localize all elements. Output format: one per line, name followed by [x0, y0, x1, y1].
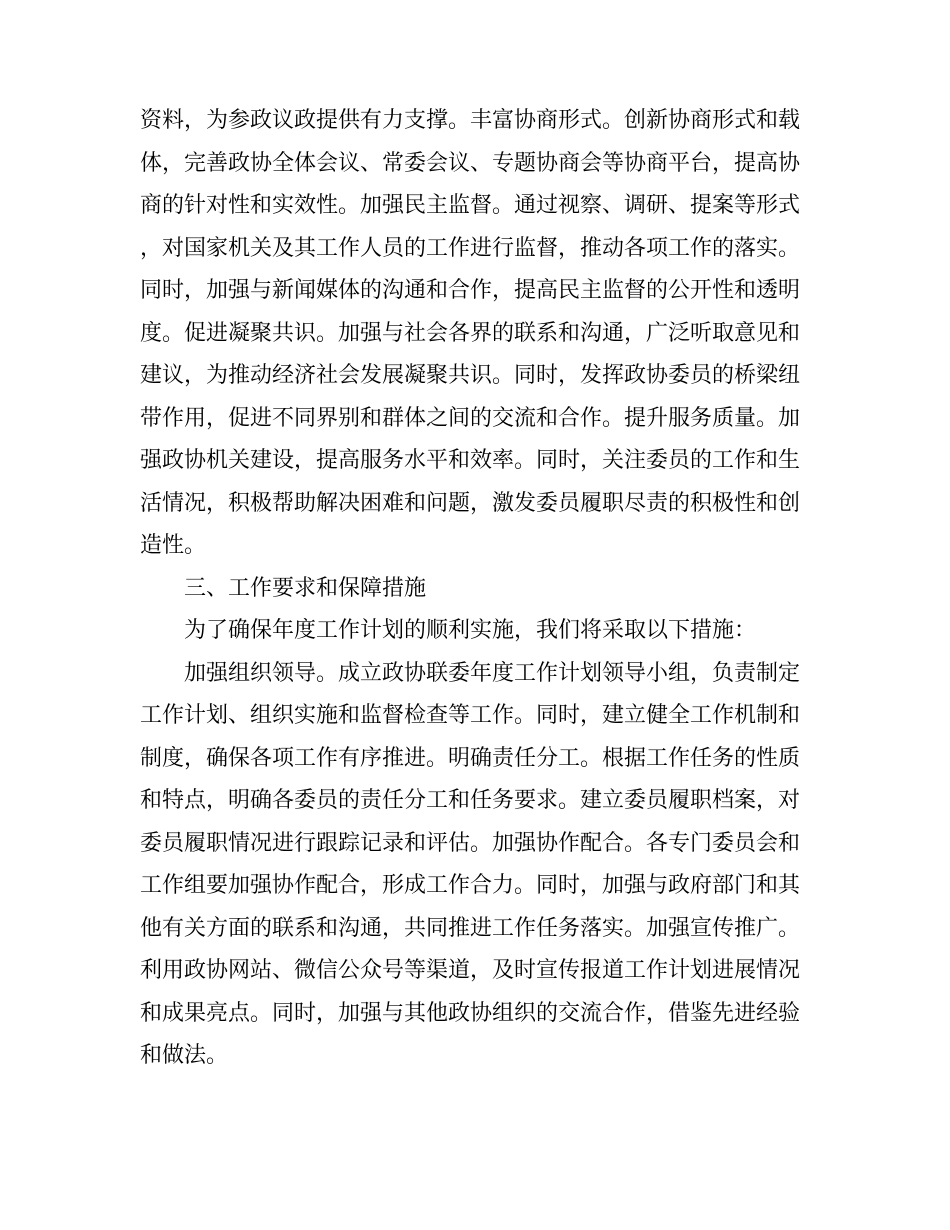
document-body — [140, 100, 800, 1078]
section-heading: 三、工作要求和保障措施 — [184, 575, 427, 601]
paragraph-measures: 加强组织领导。成立政协联委年度工作计划领导小组，负责制定工作计划、组织实施和监督检查等工作。同时，建立健全工作机制和制度，确保各项工作有序推进。明确责任分工。根据工作任务的性质和特点，明确各委员的责任分工和任务要求。建立委员履职档案，对委员履职情况进行跟踪记录和评估。加强协作配合。各专门委员会和工作组要加强协作配合，形成工作合力。同时，加强与政府部门和其他有关方面的联系和沟通，共同推进工作任务落实。加强宣传推广。利用政协网站、微信公众号等渠道，及时宣传报道工作计划进展情况和成果亮点。同时，加强与其他政协组织的交流合作，借鉴先进经验和做法。 — [140, 660, 801, 1068]
paragraph-continuation: 资料，为参政议政提供有力支撑。丰富协商形式。创新协商形式和载体，完善政协全体会议、常委会议、专题协商会等协商平台，提高协商的针对性和实效性。加强民主监督。通过视察、调研、提案等形式，对国家机关及其工作人员的工作进行监督，推动各项工作的落实。同时，加强与新闻媒体的沟通和合作，提高民主监督的公开性和透明度。促进凝聚共识。加强与社会各界的联系和沟通，广泛听取意见和建议，为推动经济社会发展凝聚共识。同时，发挥政协委员的桥梁纽带作用，促进不同界别和群体之间的交流和合作。提升服务质量。加强政协机关建设，提高服务水平和效率。同时，关注委员的工作和生活情况，积极帮助解决困难和问题，激发委员履职尽责的积极性和创造性。 — [140, 108, 801, 558]
paragraph-intro: 为了确保年度工作计划的顺利实施，我们将采取以下措施： — [184, 618, 757, 643]
